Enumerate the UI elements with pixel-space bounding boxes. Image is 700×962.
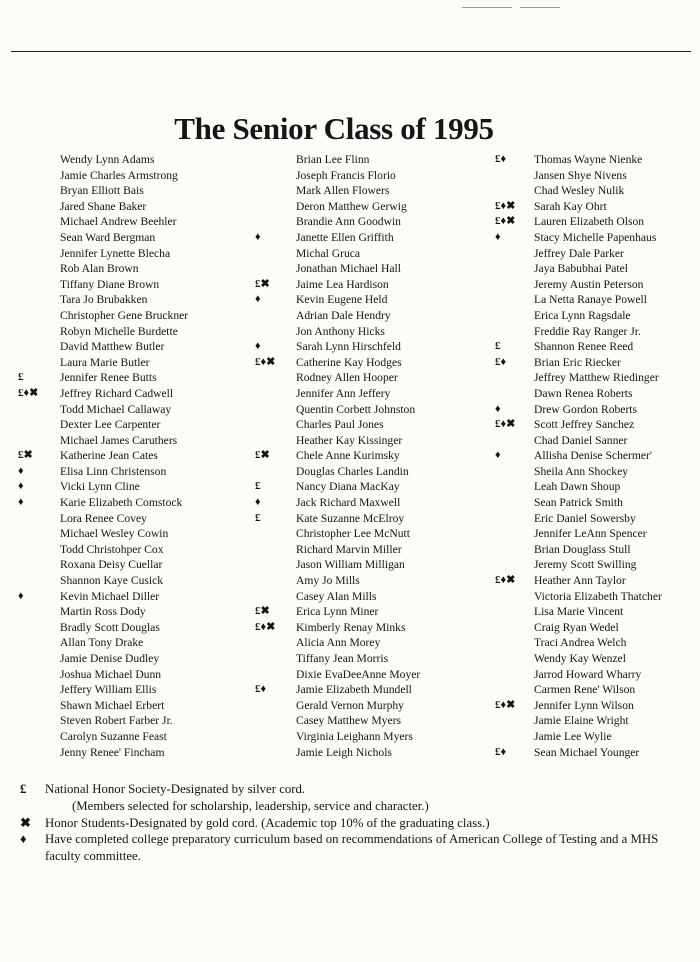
student-name: Jaya Babubhai Patel bbox=[534, 262, 629, 276]
honor-marks: ♦ bbox=[18, 480, 24, 493]
student-name: Christopher Gene Bruckner bbox=[60, 308, 189, 322]
student-name: Jeremy Austin Peterson bbox=[534, 277, 644, 291]
legend bbox=[20, 781, 680, 865]
student-name: Dexter Lee Carpenter bbox=[60, 418, 161, 432]
student-name: Roxana Deisy Cuellar bbox=[60, 558, 163, 572]
student-name: Jamie Lee Wylie bbox=[534, 729, 612, 743]
student-name: Brian Eric Riecker bbox=[534, 355, 621, 369]
student-name: Jeremy Scott Swilling bbox=[534, 558, 637, 572]
student-name: Kate Suzanne McElroy bbox=[296, 511, 405, 525]
student-name: Jon Anthony Hicks bbox=[296, 324, 385, 338]
student-name: Adrian Dale Hendry bbox=[296, 308, 391, 322]
student-name: Elisa Linn Christenson bbox=[60, 464, 167, 478]
student-name: Leah Dawn Shoup bbox=[534, 480, 621, 494]
student-name: Jenny Renee' Fincham bbox=[60, 745, 165, 759]
student-name: Shannon Kaye Cusick bbox=[60, 574, 164, 588]
student-name: Brian Douglass Stull bbox=[534, 542, 631, 556]
student-name: Virginia Leighann Myers bbox=[296, 729, 413, 743]
honor-marks: £♦✖ bbox=[495, 199, 516, 212]
student-name: Sean Ward Bergman bbox=[60, 230, 156, 244]
page-title: The Senior Class of 1995 bbox=[174, 111, 494, 146]
honor-marks: £♦✖ bbox=[18, 386, 39, 399]
student-name: Erica Lynn Ragsdale bbox=[534, 308, 631, 322]
student-name: Michael James Caruthers bbox=[60, 433, 178, 447]
student-name: Tiffany Jean Morris bbox=[296, 652, 389, 665]
student-name: Jennifer Lynette Blecha bbox=[60, 246, 171, 260]
student-name: Casey Matthew Myers bbox=[296, 714, 401, 728]
student-name: Heather Ann Taylor bbox=[534, 574, 626, 588]
student-name: Lisa Marie Vincent bbox=[534, 605, 624, 619]
student-name: Sarah Kay Ohrt bbox=[534, 199, 607, 213]
student-name: Gerald Vernon Murphy bbox=[296, 698, 404, 712]
honor-marks: ♦ bbox=[495, 449, 501, 462]
student-name: Michael Andrew Beehler bbox=[60, 215, 177, 229]
student-name: Charles Paul Jones bbox=[296, 418, 384, 432]
student-name: Carolyn Suzanne Feast bbox=[60, 729, 167, 743]
student-name: Quentin Corbett Johnston bbox=[296, 402, 416, 416]
student-name: Jared Shane Baker bbox=[60, 199, 147, 213]
student-name: Shawn Michael Erbert bbox=[60, 698, 165, 712]
student-name: Heather Kay Kissinger bbox=[296, 433, 403, 447]
legend-honor bbox=[20, 815, 680, 832]
student-name: Wendy Lynn Adams bbox=[60, 153, 155, 166]
student-name: Jamie Elizabeth Mundell bbox=[296, 683, 412, 697]
legend-honor-text: Honor Students-Designated by gold cord. (Academic top 10% of the graduating class.) bbox=[45, 815, 490, 830]
student-name: Bradly Scott Douglas bbox=[60, 620, 160, 634]
student-name: Amy Jo Mills bbox=[296, 574, 360, 588]
student-name: Michael Wesley Cowin bbox=[60, 527, 169, 541]
student-name: Thomas Wayne Nienke bbox=[534, 153, 643, 166]
scan-mark bbox=[520, 7, 560, 8]
honor-marks: £♦✖ bbox=[255, 620, 276, 633]
top-rule bbox=[11, 51, 691, 52]
honor-marks: £ bbox=[18, 371, 24, 384]
student-name: Jamie Leigh Nichols bbox=[296, 745, 392, 759]
honor-marks: £ bbox=[255, 480, 261, 493]
student-name: Douglas Charles Landin bbox=[296, 464, 409, 478]
student-name: Jansen Shye Nivens bbox=[534, 168, 627, 182]
student-name: Jaime Lea Hardison bbox=[296, 277, 389, 291]
student-name: Chad Daniel Sanner bbox=[534, 433, 628, 447]
student-name: Scott Jeffrey Sanchez bbox=[534, 418, 635, 432]
student-name: Stacy Michelle Papenhaus bbox=[534, 230, 657, 244]
student-name: Bryan Elliott Bais bbox=[60, 184, 144, 198]
honor-marks: ♦ bbox=[255, 340, 261, 353]
student-name: Sean Patrick Smith bbox=[534, 496, 623, 510]
student-name: Jennifer Ann Jeffery bbox=[296, 386, 391, 400]
student-name: Rob Alan Brown bbox=[60, 262, 139, 276]
honor-marks: ♦ bbox=[18, 496, 24, 509]
honor-marks: £♦✖ bbox=[495, 698, 516, 711]
student-name: Jennifer Lynn Wilson bbox=[534, 698, 634, 712]
student-name: Jamie Charles Armstrong bbox=[60, 168, 178, 182]
student-name: Jennifer Renee Butts bbox=[60, 371, 157, 385]
legend-nhs bbox=[20, 781, 680, 798]
honor-marks: £♦ bbox=[495, 355, 507, 368]
student-name: Tara Jo Brubakken bbox=[60, 293, 148, 307]
honor-marks: ♦ bbox=[255, 230, 261, 243]
student-name: Brian Lee Flinn bbox=[296, 153, 370, 166]
honor-marks: £♦ bbox=[495, 153, 507, 165]
student-name: Jeffrey Dale Parker bbox=[534, 246, 624, 260]
honor-marks: £ bbox=[255, 511, 261, 524]
honor-marks: £✖ bbox=[18, 449, 33, 462]
honor-marks: £♦✖ bbox=[495, 418, 516, 431]
student-name: Lora Renee Covey bbox=[60, 511, 147, 525]
student-name: Jack Richard Maxwell bbox=[296, 496, 401, 510]
student-name: Karie Elizabeth Comstock bbox=[60, 496, 183, 510]
student-name: Chad Wesley Nulik bbox=[534, 184, 625, 198]
honor-marks: ♦ bbox=[255, 293, 261, 306]
student-name: Lauren Elizabeth Olson bbox=[534, 215, 645, 229]
pound-icon: £ bbox=[20, 782, 27, 796]
student-name: Steven Robert Farber Jr. bbox=[60, 714, 173, 728]
student-name: Chele Anne Kurimsky bbox=[296, 449, 400, 463]
student-name: Rodney Allen Hooper bbox=[296, 371, 398, 385]
student-name: Deron Matthew Gerwig bbox=[296, 199, 407, 213]
honor-marks: £✖ bbox=[255, 605, 270, 618]
student-name: Kevin Eugene Held bbox=[296, 293, 388, 307]
student-name: Nancy Diana MacKay bbox=[296, 480, 400, 494]
student-name: Mark Allen Flowers bbox=[296, 184, 390, 198]
cross-icon: ✖ bbox=[20, 815, 31, 830]
student-name: Michal Gruca bbox=[296, 246, 361, 260]
student-name: Sean Michael Younger bbox=[534, 745, 640, 759]
student-name: Jennifer LeAnn Spencer bbox=[534, 527, 647, 541]
student-name: Jason William Milligan bbox=[296, 558, 405, 572]
student-name: Dawn Renea Roberts bbox=[534, 386, 633, 400]
student-name: Jonathan Michael Hall bbox=[296, 262, 401, 276]
student-name: Vicki Lynn Cline bbox=[60, 480, 140, 494]
student-name: Jamie Denise Dudley bbox=[60, 652, 160, 665]
honor-marks: ♦ bbox=[495, 402, 501, 415]
student-name: Victoria Elizabeth Thatcher bbox=[534, 589, 662, 603]
honor-marks: £♦✖ bbox=[495, 215, 516, 228]
student-name: Jeffery William Ellis bbox=[60, 683, 157, 697]
honor-marks: £♦ bbox=[255, 683, 267, 696]
student-name: Casey Alan Mills bbox=[296, 589, 377, 603]
student-name: Richard Marvin Miller bbox=[296, 542, 402, 556]
student-name: Jarrod Howard Wharry bbox=[534, 667, 642, 681]
student-name: Kimberly Renay Minks bbox=[296, 620, 406, 634]
student-name: Jamie Elaine Wright bbox=[534, 714, 629, 728]
student-name: La Netta Ranaye Powell bbox=[534, 293, 647, 307]
student-name: Todd Christohper Cox bbox=[60, 542, 164, 556]
student-name: Eric Daniel Sowersby bbox=[534, 511, 636, 525]
student-name: Freddie Ray Ranger Jr. bbox=[534, 324, 641, 338]
student-name: Martin Ross Dody bbox=[60, 605, 146, 619]
student-name: Allisha Denise Schermer' bbox=[534, 449, 652, 463]
student-name: Sheila Ann Shockey bbox=[534, 464, 629, 478]
legend-nhs-text: National Honor Society-Designated by silver cord. bbox=[45, 782, 306, 796]
student-name: Alicia Ann Morey bbox=[296, 636, 381, 650]
student-name: Jeffrey Matthew Riedinger bbox=[534, 371, 659, 385]
legend-prep bbox=[20, 831, 680, 865]
honor-marks: ♦ bbox=[18, 464, 24, 477]
student-name: Traci Andrea Welch bbox=[534, 636, 627, 650]
scan-mark bbox=[462, 7, 512, 8]
student-name: Janette Ellen Griffith bbox=[296, 230, 394, 244]
student-name: Erica Lynn Miner bbox=[296, 605, 379, 619]
student-name: Catherine Kay Hodges bbox=[296, 355, 402, 369]
legend-prep-text: Have completed college preparatory curriculum based on recommendations of American College of Testing and a MHS faculty committee. bbox=[45, 832, 659, 864]
student-name: Kevin Michael Diller bbox=[60, 589, 160, 603]
student-name: Christopher Lee McNutt bbox=[296, 527, 410, 541]
student-name: Joseph Francis Florio bbox=[296, 168, 396, 182]
student-name: Craig Ryan Wedel bbox=[534, 620, 619, 634]
honor-marks: ♦ bbox=[255, 496, 261, 509]
honor-marks: £♦✖ bbox=[255, 355, 276, 368]
student-name: Dixie EvaDeeAnne Moyer bbox=[296, 667, 421, 681]
honor-marks: ♦ bbox=[495, 230, 501, 243]
student-name: Jeffrey Richard Cadwell bbox=[60, 386, 174, 400]
legend-nhs-note: (Members selected for scholarship, leadership, service and character.) bbox=[72, 798, 429, 813]
student-name: Brandie Ann Goodwin bbox=[296, 215, 401, 229]
diamond-icon: ♦ bbox=[20, 832, 27, 847]
student-name: Todd Michael Callaway bbox=[60, 402, 172, 416]
student-name: David Matthew Butler bbox=[60, 340, 165, 354]
student-name: Carmen Rene' Wilson bbox=[534, 683, 636, 697]
student-name: Sarah Lynn Hirschfeld bbox=[296, 340, 401, 354]
student-name: Allan Tony Drake bbox=[60, 636, 144, 650]
student-name: Robyn Michelle Burdette bbox=[60, 324, 178, 338]
honor-marks: £✖ bbox=[255, 277, 270, 290]
student-name: Joshua Michael Dunn bbox=[60, 667, 162, 681]
honor-marks: £✖ bbox=[255, 449, 270, 462]
student-name: Wendy Kay Wenzel bbox=[534, 652, 626, 665]
student-name: Shannon Renee Reed bbox=[534, 340, 634, 354]
honor-marks: £♦ bbox=[495, 745, 507, 758]
student-name: Katherine Jean Cates bbox=[60, 449, 158, 463]
honor-marks: ♦ bbox=[18, 589, 24, 602]
honor-marks: £ bbox=[495, 340, 501, 353]
student-name: Tiffany Diane Brown bbox=[60, 277, 160, 291]
student-name: Drew Gordon Roberts bbox=[534, 402, 638, 416]
honor-marks: £♦✖ bbox=[495, 574, 516, 587]
student-name: Laura Marie Butler bbox=[60, 355, 150, 369]
